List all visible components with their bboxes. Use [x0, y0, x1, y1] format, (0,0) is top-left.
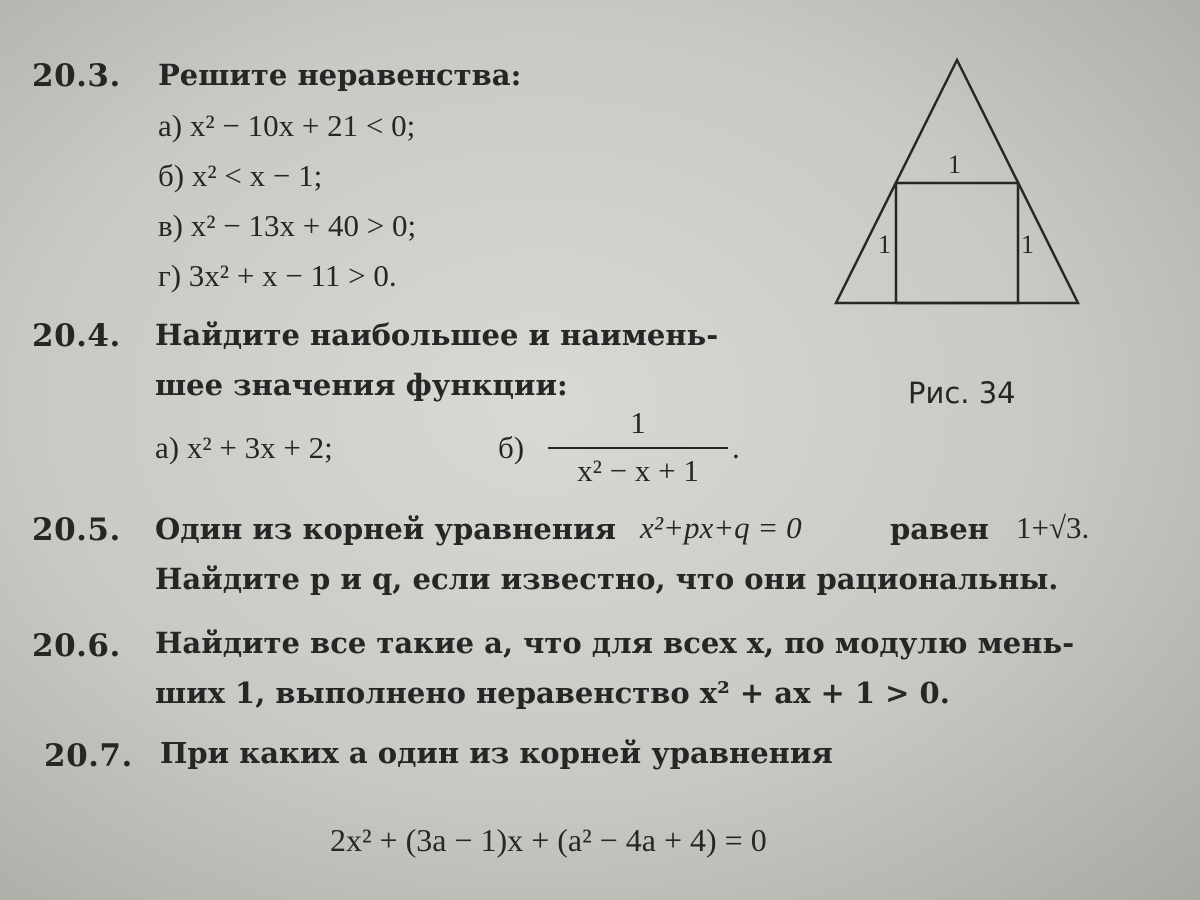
problem-item: в) x² − 13x + 40 > 0; — [158, 208, 417, 243]
problem-number: 20.5. — [32, 512, 121, 548]
figure-label-right: 1 — [1021, 230, 1034, 259]
problem-text: ших 1, выполнено неравенство x² + ax + 1 > 0. — [155, 676, 950, 710]
problem-intro-line: шее значения функции: — [155, 368, 568, 402]
problem-text: Найдите p и q, если известно, что они рациональны. — [155, 562, 1059, 596]
equation: 2x² + (3a − 1)x + (a² − 4a + 4) = 0 — [330, 822, 767, 858]
problem-text: Один из корней уравнения — [155, 512, 616, 546]
problem-item: а) x² + 3x + 2; — [155, 430, 333, 465]
problem-number: 20.3. — [32, 58, 121, 94]
equation: x²+px+q = 0 — [640, 510, 802, 545]
figure-caption: Рис. 34 — [908, 376, 1016, 410]
fraction-bar — [548, 447, 728, 449]
problem-number: 20.4. — [32, 318, 121, 354]
triangle-figure — [830, 55, 1085, 310]
fraction — [548, 405, 728, 489]
problem-item: б) x² < x − 1; — [158, 158, 323, 193]
root-value: 1+√3. — [1016, 510, 1090, 545]
problem-number: 20.7. — [44, 738, 133, 774]
fraction-end: . — [732, 430, 740, 465]
problem-intro-line: Найдите наибольшее и наимень- — [155, 318, 719, 352]
problem-item: а) x² − 10x + 21 < 0; — [158, 108, 416, 143]
problem-text: При каких a один из корней уравнения — [160, 736, 833, 770]
problem-item-label: б) — [498, 430, 525, 465]
problem-number: 20.6. — [32, 628, 121, 664]
figure-label-top: 1 — [948, 150, 961, 179]
problem-item: г) 3x² + x − 11 > 0. — [158, 258, 397, 293]
problem-text: Найдите все такие a, что для всех x, по модулю мень- — [155, 626, 1075, 660]
figure-label-left: 1 — [878, 230, 891, 259]
inscribed-square — [896, 183, 1018, 303]
fraction-denominator: x² − x + 1 — [577, 453, 699, 488]
problem-intro: Решите неравенства: — [158, 58, 522, 92]
problem-text: равен — [890, 512, 989, 546]
fraction-numerator: 1 — [630, 405, 646, 440]
triangle-outline — [836, 60, 1078, 303]
